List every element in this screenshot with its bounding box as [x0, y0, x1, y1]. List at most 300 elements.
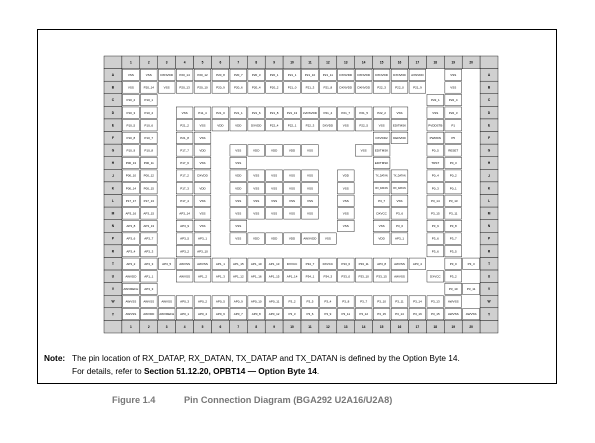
pin-label: P20_6	[233, 85, 243, 90]
pin-label: P3_5	[306, 299, 314, 304]
pin-label: P20_10	[197, 85, 208, 90]
row-letter-right: Y	[487, 312, 491, 317]
pin-label: P17_3	[180, 186, 189, 191]
pin-label: AP0_8	[251, 312, 261, 317]
pin-label: P3_11	[341, 312, 350, 317]
pin-label: VSS	[271, 173, 278, 178]
row-letter-left: F	[111, 135, 114, 140]
pin-label: P20_13	[179, 85, 190, 90]
pin-label: P3_9	[324, 312, 332, 317]
pin-label: P3_9	[431, 224, 439, 229]
pin-label: VDD	[342, 173, 349, 178]
pin-label: P22_1	[430, 98, 440, 103]
pin-label: P34_3	[323, 274, 333, 279]
pin-label: VSS	[396, 110, 403, 115]
pin-label: AWVSS	[465, 312, 477, 317]
pin-label: DXNVDD	[393, 72, 406, 77]
pin-label: P3_10	[448, 287, 458, 292]
figure-caption	[112, 395, 392, 405]
pin-label: P21_5	[359, 110, 369, 115]
column-number-top: 1	[129, 60, 132, 65]
pin-label: AP1_1	[144, 274, 154, 279]
column-number-bottom: 9	[273, 324, 276, 329]
pin-label: P21_11	[322, 72, 333, 77]
pin-label: P10_2	[126, 98, 136, 103]
pin-label: VSS	[253, 198, 260, 203]
pin-label: AP0_9	[233, 299, 243, 304]
pin-label: AWVSS	[447, 312, 459, 317]
note-line-1: The pin location of RX_DATAP, RX_DATAN, TX_DATAP and TX_DATAN is defined by the Option Byte 14.	[72, 353, 460, 363]
pin-label: P10_3	[126, 110, 136, 115]
pin-label: P20_3	[251, 72, 261, 77]
row-letter-right: D	[487, 110, 491, 115]
pin-label: P22_3	[448, 110, 458, 115]
row-letter-left: T	[111, 261, 114, 266]
column-number-bottom: 15	[379, 324, 384, 329]
column-number-top: 9	[273, 60, 276, 65]
pin-label: AP1_16	[250, 274, 262, 279]
pin-label: VSS	[253, 211, 260, 216]
pin-label: P22_3	[377, 85, 386, 90]
pin-label: VSS	[199, 161, 206, 166]
row-letter-left: E	[111, 123, 115, 128]
pin-label: P0_1	[449, 186, 457, 191]
pin-label: P11_4	[198, 110, 207, 115]
column-number-top: 8	[255, 60, 258, 65]
pin-label: DEDVDD	[393, 135, 406, 140]
pin-label: AP3_4	[126, 249, 136, 254]
column-number-bottom: 17	[415, 324, 420, 329]
pin-label: AP0_3	[180, 299, 190, 304]
pin-label: AP3_8	[377, 261, 387, 266]
pin-label: VSS	[253, 173, 260, 178]
pin-label: AWXVDD	[303, 236, 317, 241]
pin-label: AP3_3	[144, 261, 154, 266]
pin-label: VSS	[342, 186, 349, 191]
pin-label: VSS	[342, 224, 349, 229]
pin-label: AWVSS	[143, 299, 155, 304]
pin-label: VSS	[199, 135, 206, 140]
pin-label: RX_DATAN	[393, 187, 406, 191]
pin-label: P33_6	[341, 261, 351, 266]
column-number-top: 20	[469, 60, 473, 65]
column-number-top: 3	[165, 60, 168, 65]
pin-label: EDITMSK	[374, 161, 389, 166]
pin-label: P00_12	[143, 173, 154, 178]
pin-label: P33_0	[341, 274, 351, 279]
pin-label: P00_14	[125, 186, 137, 191]
pin-label: P00_11	[143, 161, 154, 166]
pin-label: VSS	[235, 198, 242, 203]
header-cell-top	[480, 56, 498, 69]
pin-label: P22_1	[287, 123, 297, 128]
pin-label: P21_13	[286, 110, 298, 115]
row-letter-left: U	[111, 274, 115, 279]
row-letter-right: P	[487, 236, 491, 241]
pin-label: P10_8	[144, 148, 154, 153]
pin-label: P20_8	[216, 72, 225, 77]
pin-label: DXVCC	[376, 211, 387, 216]
note-line-2-reference[interactable]: Section 51.12.20, OPBT14 — Option Byte 14	[143, 366, 317, 376]
row-letter-left: P	[111, 236, 115, 241]
pin-label: VSS	[342, 123, 349, 128]
pin-label: VSS	[342, 211, 349, 216]
column-number-top: 19	[451, 60, 456, 65]
pin-label: DXVCC	[286, 261, 298, 266]
pin-label: VDD	[288, 148, 296, 153]
row-letter-left: M	[111, 211, 115, 216]
pin-label: AP3_8	[126, 224, 136, 229]
pin-label: AP3_6	[126, 236, 136, 241]
row-letter-left: C	[111, 98, 115, 103]
column-number-top: 11	[308, 60, 312, 65]
pin-label: P21_0	[287, 85, 297, 90]
header-cell-bottom	[104, 320, 122, 333]
pin-label: VSS	[253, 186, 260, 191]
pin-label: VDD	[253, 236, 260, 241]
pin-label: DXNVDD	[339, 72, 353, 77]
pin-label: P22_3	[305, 123, 315, 128]
row-letter-right: G	[487, 148, 491, 153]
pin-label: P00_13	[125, 161, 137, 166]
pin-label: VSS	[199, 198, 206, 203]
row-letter-right: T	[488, 261, 491, 266]
pin-label: P5	[451, 135, 456, 140]
pin-label: AP1_10	[250, 261, 262, 266]
row-letter-left: B	[111, 85, 115, 90]
pin-label: VSS	[289, 173, 296, 178]
pin-label: P3_2	[288, 299, 296, 304]
row-letter-left: H	[111, 161, 115, 166]
pin-label: AP0_2	[197, 299, 208, 304]
pin-label: P3_7	[360, 299, 368, 304]
pin-label: P0_3	[431, 186, 439, 191]
column-number-bottom: 6	[219, 324, 222, 329]
pin-label: VSS	[432, 110, 439, 115]
pin-label: P00_15	[143, 186, 154, 191]
pin-label: P1	[451, 123, 456, 128]
pin-label: AWVSS	[125, 312, 137, 317]
pin-label: P3_6	[306, 312, 314, 317]
row-letter-right: E	[487, 123, 491, 128]
column-number-top: 13	[343, 60, 348, 65]
pin-label: AWVSS	[394, 261, 405, 266]
pin-label: VSS	[378, 224, 385, 229]
pin-label: DXVDD	[197, 173, 208, 178]
pin-label: P3_7	[378, 198, 386, 203]
pin-label: P33_11	[358, 261, 369, 266]
pin-label: EDITMSK	[374, 148, 389, 153]
pin-label: AWVDD	[125, 274, 137, 279]
pin-label: VSS	[199, 123, 206, 128]
pin-label: VSS	[306, 186, 313, 191]
pin-label: AP0_11	[268, 299, 280, 304]
pin-label: AWVREFH	[123, 287, 139, 292]
pin-label: P10_4	[144, 110, 154, 115]
pin-label: AP3_10	[197, 249, 208, 254]
pin-label: AP3_3	[144, 249, 154, 254]
column-number-top: 7	[237, 60, 240, 65]
pin-label: P17_2	[180, 173, 189, 178]
pin-label: P33_15	[376, 274, 387, 279]
pin-label: AP3_7	[144, 236, 154, 241]
pin-label: P21_1	[287, 72, 297, 77]
pin-label: VSS	[378, 123, 385, 128]
pin-label: P21_8	[323, 85, 333, 90]
pin-label: AP0_6	[215, 312, 225, 317]
pin-label: VSS	[360, 148, 367, 153]
pin-label: P3_16	[413, 312, 422, 317]
pin-label: VSS	[342, 198, 349, 203]
pin-label: P00_10	[125, 173, 137, 178]
pin-label: P3_6	[431, 249, 439, 254]
pin-label: P10_1	[144, 98, 154, 103]
figure-title: Pin Connection Diagram (BGA292 U2A16/U2A8)	[184, 395, 393, 405]
pin-label: P17_6	[180, 161, 189, 166]
pin-label: VSS	[271, 211, 278, 216]
pin-label: VSS	[289, 211, 296, 216]
column-number-top: 16	[397, 60, 402, 65]
pin-label: P10_9	[126, 148, 136, 153]
column-number-top: 14	[361, 60, 366, 65]
row-letter-right: H	[487, 161, 491, 166]
pin-label: VDD	[288, 236, 296, 241]
pin-label: VSS	[127, 72, 134, 77]
pin-label: VSS	[235, 224, 242, 229]
pin-label: VDD	[235, 173, 242, 178]
pin-label: AP3_9	[180, 224, 190, 229]
column-number-bottom: 18	[433, 324, 438, 329]
pin-label: AP3_5	[162, 261, 172, 266]
pin-label: P0_5	[431, 148, 439, 153]
figure-number: Figure 1.4	[112, 395, 156, 405]
pin-label: VSS	[289, 198, 296, 203]
pin-label: VDD	[217, 123, 224, 128]
pin-label: VSS	[450, 85, 457, 90]
pin-label: P21_3	[305, 85, 315, 90]
pin-label: AP0_10	[250, 299, 262, 304]
row-letter-right: C	[487, 98, 491, 103]
pin-label: P20_1	[269, 72, 279, 77]
row-letter-left: D	[111, 110, 115, 115]
pin-label: P3_11	[449, 211, 458, 216]
pin-label: AP3_14	[179, 211, 190, 216]
pin-label: P21_8	[180, 135, 189, 140]
pin-label: P17_7	[180, 148, 189, 153]
pin-label: VSS	[271, 198, 278, 203]
pin-label: AP3_3	[144, 287, 154, 292]
pin-label: AP3_4	[412, 261, 422, 266]
column-number-bottom: 19	[451, 324, 456, 329]
pin-label: DXVDD	[250, 123, 262, 128]
column-number-top: 12	[326, 60, 330, 65]
column-number-top: 18	[433, 60, 438, 65]
pin-label: VSS	[163, 85, 170, 90]
pin-label: P3_11	[466, 287, 476, 292]
column-number-bottom: 13	[343, 324, 348, 329]
pin-label: P20_12	[197, 72, 208, 77]
column-number-top: 15	[379, 60, 384, 65]
row-letter-left: G	[111, 148, 115, 153]
pin-label: P3_11	[395, 299, 404, 304]
column-number-bottom: 11	[308, 324, 312, 329]
pin-label: AP1_2	[197, 274, 208, 279]
pin-label: VSS	[181, 110, 188, 115]
pin-label: VSS	[235, 161, 242, 166]
header-cell-top	[104, 56, 122, 69]
pin-label: P3_8	[449, 224, 457, 229]
pin-label: P20_7	[233, 72, 243, 77]
row-letter-left: Y	[111, 312, 115, 317]
pin-label: AP3_2	[180, 249, 190, 254]
column-number-top: 5	[201, 60, 204, 65]
pin-label: AP1_12	[232, 274, 244, 279]
column-number-bottom: 8	[255, 324, 258, 329]
pin-label: AP0_12	[268, 312, 280, 317]
pin-label: LVDSVDD	[302, 110, 317, 115]
pin-label: PVDDSTB	[428, 123, 443, 128]
pin-label: P0_2	[449, 173, 457, 178]
pin-label: AWVSS	[197, 261, 208, 266]
column-number-top: 4	[183, 60, 186, 65]
pin-label: DXVDD2	[375, 135, 388, 140]
pin-label: VDD	[378, 236, 385, 241]
column-number-bottom: 12	[326, 324, 330, 329]
pin-label: P0_3	[449, 161, 457, 166]
pin-label: P21_7	[341, 110, 351, 115]
pin-label: P20_14	[179, 72, 190, 77]
pin-label: DXVCC	[430, 274, 441, 279]
pin-label: EDITMSK	[392, 123, 407, 128]
column-number-top: 6	[219, 60, 222, 65]
pin-label: P3_3	[467, 261, 475, 266]
pin-label: DXNVDD	[375, 72, 388, 77]
pin-label: P3_14	[395, 312, 404, 317]
pin-label: VSS	[145, 72, 152, 77]
pin-label: P17_17	[125, 198, 137, 203]
column-number-bottom: 4	[183, 324, 186, 329]
pin-label: AP3_15	[143, 211, 155, 216]
row-letter-right: L	[488, 198, 491, 203]
row-letter-left: W	[111, 299, 115, 304]
pin-label: P21_9	[413, 85, 422, 90]
column-number-bottom: 5	[201, 324, 204, 329]
pin-label: DXNVDD	[357, 85, 371, 90]
pin-label: VDD	[235, 186, 242, 191]
pin-label: AP0_4	[197, 312, 208, 317]
row-letter-right: V	[487, 287, 491, 292]
pin-label: AWVSS	[161, 299, 173, 304]
pin-label: P3_15	[430, 211, 440, 216]
pin-label: P3_8	[342, 299, 350, 304]
pin-label: VSS	[271, 186, 278, 191]
row-letter-right: N	[487, 224, 491, 229]
pin-label: AP1_14	[286, 274, 298, 279]
column-number-bottom: 2	[147, 324, 150, 329]
column-number-bottom: 20	[469, 324, 473, 329]
row-letter-right: F	[488, 135, 491, 140]
pin-label: P3_2	[449, 274, 457, 279]
pin-label: DXNVDD	[160, 72, 174, 77]
row-letter-left: N	[111, 224, 115, 229]
pin-label: P3_15	[430, 312, 440, 317]
pin-label: VSS	[199, 211, 206, 216]
pin-label: P22_4	[269, 123, 279, 128]
note-block	[44, 352, 564, 378]
pin-label: P22_4	[448, 98, 458, 103]
column-number-top: 17	[415, 60, 420, 65]
column-number-bottom: 16	[397, 324, 402, 329]
row-letter-left: A	[111, 73, 115, 78]
pin-label: P3_14	[413, 299, 422, 304]
row-letter-right: J	[488, 173, 490, 178]
pin-label: P20_9	[216, 85, 225, 90]
pin-label: P3_0	[449, 261, 457, 266]
column-number-bottom: 7	[237, 324, 240, 329]
pin-label: DXNVDD	[357, 72, 371, 77]
column-number-bottom: 14	[361, 324, 366, 329]
pin-label: TRST	[431, 161, 440, 166]
pin-label: P17_13	[143, 198, 154, 203]
pin-label: P33_10	[358, 274, 369, 279]
pin-label: P20_2	[269, 85, 279, 90]
pin-label: P3_13	[430, 299, 440, 304]
row-letter-right: B	[487, 85, 491, 90]
header-cell-bottom	[480, 320, 498, 333]
pin-label: VSS	[306, 211, 313, 216]
pin-label: AWVSS	[394, 274, 405, 279]
pin-label: VSS	[396, 198, 403, 203]
pin-label: P0_4	[431, 173, 439, 178]
pin-label: AP1_1	[215, 261, 225, 266]
pin-label: VDD	[270, 236, 278, 241]
pin-label: P21_1	[233, 110, 243, 115]
pin-label: P21_6	[251, 110, 261, 115]
row-letter-right: M	[487, 211, 491, 216]
pin-label: P22_2	[377, 110, 386, 115]
pin-label: DXNVDD	[339, 85, 353, 90]
pin-label: VSS	[289, 186, 296, 191]
pin-label: P10_7	[144, 135, 154, 140]
pin-label: P17_4	[180, 198, 189, 203]
pin-label: P21_2	[180, 123, 189, 128]
pin-label: AP0_5	[215, 299, 225, 304]
note-line-2-suffix: .	[316, 366, 320, 376]
pin-label: P34_1	[305, 274, 315, 279]
pin-label: TX_DATAN	[375, 174, 388, 178]
pin-label: DXVDD	[322, 123, 334, 128]
pin-label: VSS	[324, 236, 331, 241]
pin-label: P21_10	[304, 72, 316, 77]
pin-label: VDD	[270, 148, 278, 153]
pin-label: DXVCC	[322, 261, 334, 266]
pin-label: VSS	[235, 148, 242, 153]
pin-label: P21_0	[216, 110, 225, 115]
pin-label: AP1_3	[215, 274, 225, 279]
pin-label: AXNVDD	[411, 72, 424, 77]
pin-label: VSS	[127, 85, 134, 90]
pin-label: P3_3	[288, 312, 296, 317]
row-letter-left: L	[111, 198, 114, 203]
pin-label: AP3_1	[197, 236, 208, 241]
pin-label: AP3_2	[126, 261, 136, 266]
pin-label: VSS	[199, 224, 206, 229]
pin-label: P3_0	[395, 224, 404, 229]
pin-label: VSS	[450, 72, 457, 77]
pin-label: P20_4	[251, 85, 261, 90]
pin-label: AP1_15	[232, 261, 244, 266]
pin-label: P20_14	[143, 85, 154, 90]
